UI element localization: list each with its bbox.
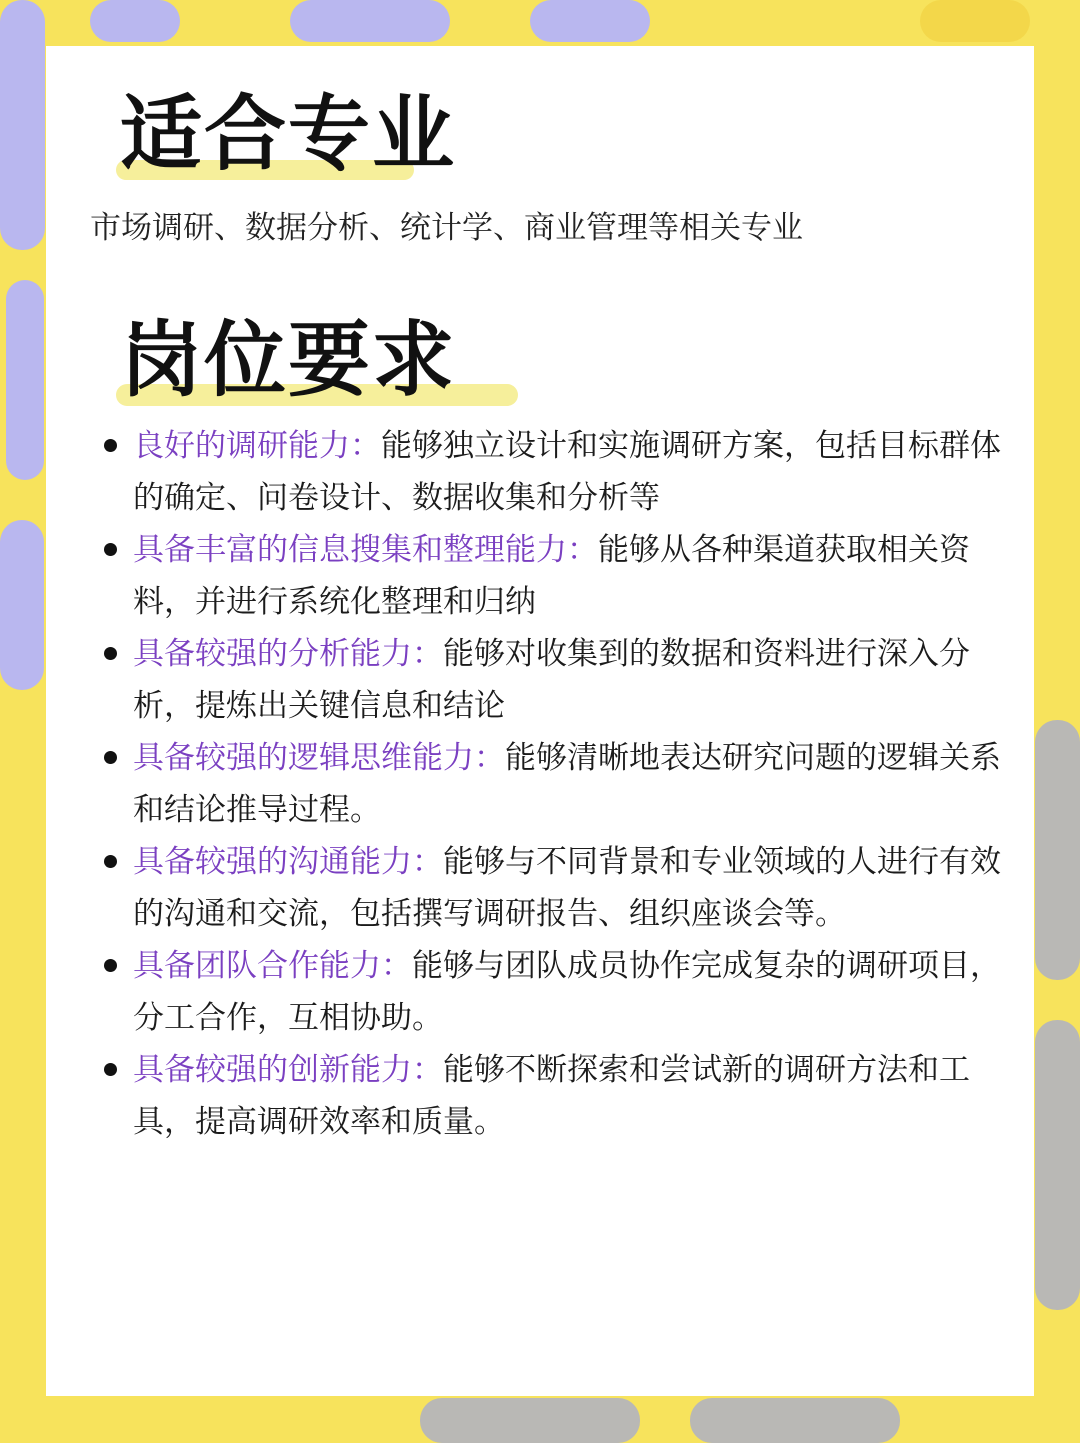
list-item [100,732,1020,836]
requirement-title: 具备较强的逻辑思维能力： [133,740,505,776]
requirement-description: 能够清晰地表达研究问题的逻辑关系和结论推导过程。 [133,740,1001,828]
requirement-description: 能够对收集到的数据和资料进行深入分析，提炼出关键信息和结论 [133,636,970,724]
list-item [100,940,1020,1044]
background-shape-lilac-left-3 [0,520,44,690]
requirements-heading-block [120,313,457,408]
bullet-dot-icon [104,647,117,660]
background-shape-yellow-accent [920,0,1030,42]
background-shape-lilac-left-2 [6,280,44,480]
major-text: 市场调研、数据分析、统计学、商业管理等相关专业 [90,210,803,246]
background-shape-lilac-top-1 [90,0,180,42]
requirement-description: 能够不断探索和尝试新的调研方法和工具，提高调研效率和质量。 [133,1052,970,1140]
background-shape-lilac-left-1 [0,0,45,250]
requirement-description: 能够独立设计和实施调研方案，包括目标群体的确定、问卷设计、数据收集和分析等 [133,428,1001,516]
list-item [100,1044,1020,1148]
background-shape-lilac-top-2 [290,0,450,42]
requirement-title: 具备较强的沟通能力： [133,844,443,880]
background-shape-grey-right-1 [1035,720,1080,980]
list-item [100,628,1020,732]
list-item [100,420,1020,524]
requirement-title: 具备较强的创新能力： [133,1052,443,1088]
requirement-description: 能够与不同背景和专业领域的人进行有效的沟通和交流，包括撰写调研报告、组织座谈会等。 [133,844,1001,932]
background-shape-grey-right-2 [1035,1020,1080,1310]
requirements-list [100,420,1020,1148]
background-shape-grey-bottom-1 [420,1398,640,1443]
requirement-title: 良好的调研能力： [133,428,381,464]
list-item [100,836,1020,940]
bullet-dot-icon [104,543,117,556]
bullet-dot-icon [104,959,117,972]
requirement-title: 具备团队合作能力： [133,948,412,984]
background-shape-grey-bottom-2 [690,1398,900,1443]
requirement-title: 具备较强的分析能力： [133,636,443,672]
background-shape-lilac-top-3 [530,0,650,42]
bullet-dot-icon [104,1063,117,1076]
content-card [46,46,1034,1396]
requirement-title: 具备丰富的信息搜集和整理能力： [133,532,598,568]
list-item [100,524,1020,628]
requirements-heading: 岗位要求 [120,313,457,408]
major-heading-block [120,87,457,182]
requirement-description: 能够从各种渠道获取相关资料，并进行系统化整理和归纳 [133,532,970,620]
bullet-dot-icon [104,855,117,868]
bullet-dot-icon [104,751,117,764]
requirement-description: 能够与团队成员协作完成复杂的调研项目，分工合作，互相协助。 [133,948,1001,1036]
bullet-dot-icon [104,439,117,452]
major-heading: 适合专业 [120,87,457,182]
